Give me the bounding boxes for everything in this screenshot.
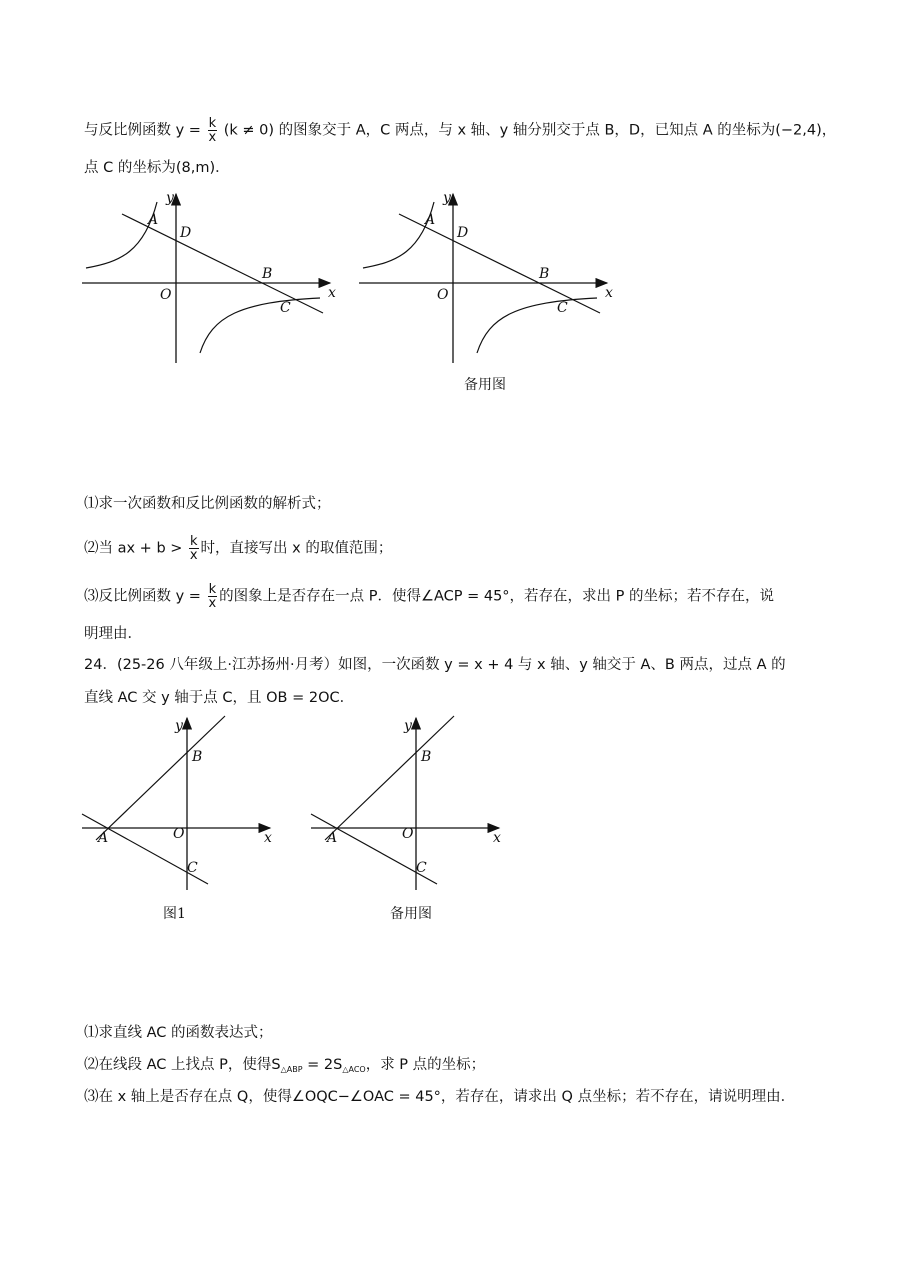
q23-part3: ⑶反比例函数 y = $\frac{k}{x}$ 的图象上是否存在一点 P．使得∠ACP = 45°，若存在，求出 P 的坐标；若不存在，说	[84, 582, 775, 611]
q24-figure-1	[80, 712, 280, 897]
label-A: A	[98, 830, 109, 846]
label-D: D	[457, 225, 469, 241]
q24-line1: 24．(25-26 八年级上·江苏扬州·月考）如图，一次函数 y = x + 4 与 x 轴、y 轴交于 A、B 两点，过点 A 的	[84, 657, 786, 673]
q24-part1: ⑴求直线 AC 的函数表达式；	[84, 1025, 273, 1041]
label-A: A	[148, 212, 159, 228]
label-O: O	[160, 287, 172, 303]
q23-intro-text-cont: (k ≠ 0) 的图象交于 A，C 两点，与 x 轴、y 轴分别交于点 B，D，已知点 A 的坐标为(−2,4)，	[223, 122, 837, 139]
label-C: C	[557, 300, 568, 316]
label-x: x	[264, 830, 272, 846]
label-y: y	[175, 718, 183, 734]
fraction-k-over-x: $\frac{k}{x}$	[189, 534, 198, 563]
hyperbola-branch-4th-quadrant	[200, 298, 320, 353]
q24-part3: ⑶在 x 轴上是否存在点 Q，使得∠OQC−∠OAC = 45°，若存在，请求出 Q 点坐标；若不存在，请说明理由．	[84, 1089, 796, 1105]
q23-intro-line2: 点 C 的坐标为(8,m)．	[84, 160, 230, 176]
line-AB	[325, 716, 454, 840]
label-x: x	[328, 285, 336, 301]
label-C: C	[280, 300, 291, 316]
label-B: B	[421, 749, 432, 765]
q23-intro-text: 与反比例函数 y =	[84, 122, 201, 139]
q23-part3-line2: 明理由．	[84, 626, 142, 642]
fraction-k-over-x: $\frac{k}{x}$	[208, 116, 217, 145]
hyperbola-branch-4th-quadrant	[477, 298, 597, 353]
label-O: O	[437, 287, 449, 303]
q23-intro-line1	[84, 117, 836, 144]
label-B: B	[539, 266, 550, 282]
label-C: C	[187, 860, 198, 876]
label-x: x	[493, 830, 501, 846]
label-D: D	[180, 225, 192, 241]
hyperbola-branch-2nd-quadrant	[86, 202, 157, 268]
q24-fig1-caption: 图1	[163, 906, 186, 922]
q23-part1: ⑴求一次函数和反比例函数的解析式；	[84, 496, 331, 512]
label-x: x	[605, 285, 613, 301]
hyperbola-branch-2nd-quadrant	[363, 202, 434, 268]
line-AB	[96, 716, 225, 840]
label-B: B	[192, 749, 203, 765]
label-y: y	[404, 718, 412, 734]
label-B: B	[262, 266, 273, 282]
q23-figure-backup	[357, 190, 627, 370]
label-C: C	[416, 860, 427, 876]
q24-line2: 直线 AC 交 y 轴于点 C，且 OB = 2OC．	[84, 690, 355, 706]
q23-figure-1	[80, 190, 350, 370]
q24-figure-backup	[309, 712, 509, 897]
label-y: y	[166, 190, 174, 206]
linear-function-line	[122, 214, 323, 313]
q24-backup-caption: 备用图	[390, 906, 432, 922]
q23-part2: ⑵当 ax + b > $\frac{k}{x}$ 时，直接写出 x 的取值范围；	[84, 534, 393, 563]
q24-part2: ⑵在线段 AC 上找点 P，使得$S_{\triangle ABP} = 2S_{\triangle ACO}$，求 P 点的坐标；	[84, 1057, 486, 1074]
label-A: A	[327, 830, 338, 846]
label-y: y	[443, 190, 451, 206]
fraction-k-over-x: $\frac{k}{x}$	[208, 582, 217, 611]
linear-function-line	[399, 214, 600, 313]
q23-backup-caption: 备用图	[464, 377, 506, 393]
label-A: A	[425, 212, 436, 228]
label-O: O	[402, 826, 414, 842]
label-O: O	[173, 826, 185, 842]
